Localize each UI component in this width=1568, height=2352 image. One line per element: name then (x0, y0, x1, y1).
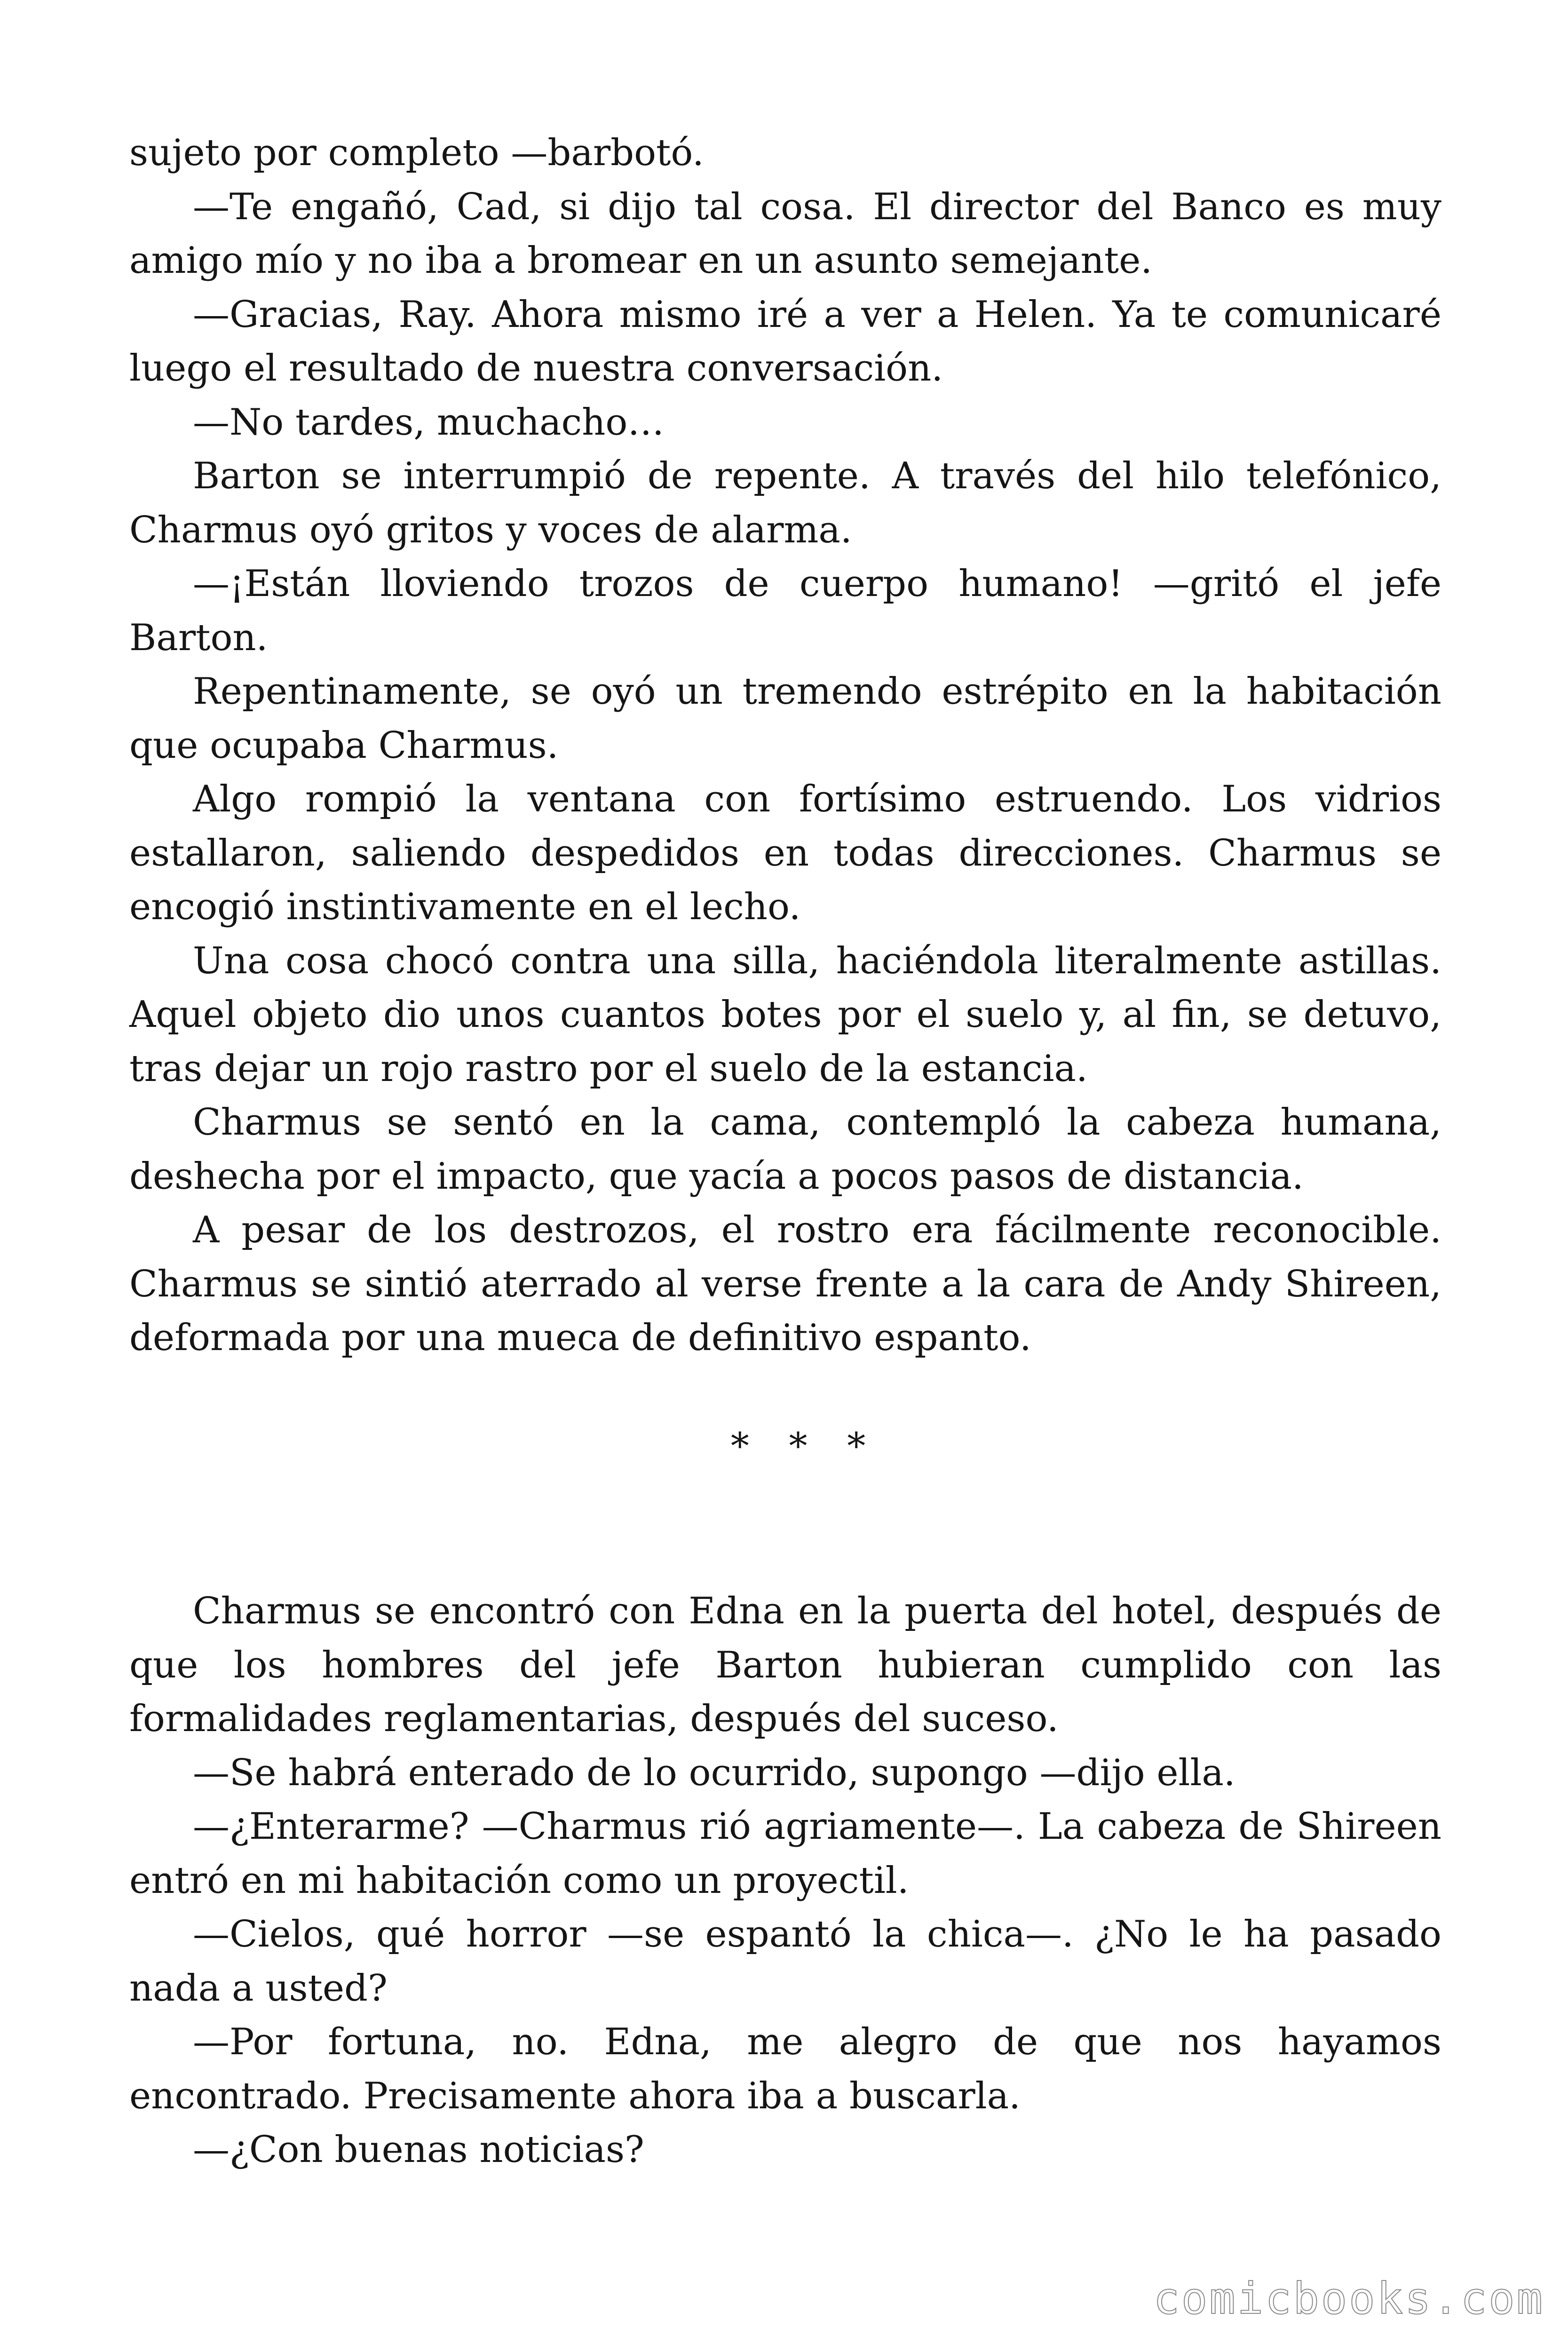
paragraph: Algo rompió la ventana con fortísimo estruendo. Los vidrios estallaron, saliendo despedidos en todas direcciones. Charmus se encogió instintivamente en el lecho. (129, 778, 1441, 928)
paragraph: —Por fortuna, no. Edna, me alegro de que nos hayamos encontrado. Precisamente ahora iba a buscarla. (129, 2021, 1441, 2117)
watermark: comicbooks.com (1153, 2273, 1544, 2324)
text-section-2 (129, 1584, 1441, 2177)
paragraph: —¿Con buenas noticias? (193, 2129, 644, 2171)
paragraph: Charmus se sentó en la cama, contempló la cabeza humana, deshecha por el impacto, que yacía a pocos pasos de distancia. (129, 1101, 1441, 1198)
paragraph: Charmus se encontró con Edna en la puerta del hotel, después de que los hombres del jefe Barton hubieran cumplido con las formalidades reglamentarias, después del suceso. (129, 1590, 1441, 1740)
paragraph: —¡Están lloviendo trozos de cuerpo humano! —gritó el jefe Barton. (129, 563, 1441, 659)
paragraph: Repentinamente, se oyó un tremendo estrépito en la habitación que ocupaba Charmus. (129, 670, 1441, 767)
paragraph: —Cielos, qué horror —se espantó la chica—. ¿No le ha pasado nada a usted? (129, 1913, 1441, 2010)
paragraph: —Te engañó, Cad, si dijo tal cosa. El director del Banco es muy amigo mío y no iba a bromear en un asunto semejante. (129, 185, 1441, 282)
text-section-1 (129, 126, 1441, 1365)
paragraph: Barton se interrumpió de repente. A través del hilo telefónico, Charmus oyó gritos y voces de alarma. (129, 455, 1441, 551)
paragraph: A pesar de los destrozos, el rostro era fácilmente reconocible. Charmus se sintió aterrado al verse frente a la cara de Andy Shireen, deformada por una mueca de definitivo espanto. (129, 1209, 1441, 1359)
paragraph: —¿Enterarme? —Charmus rió agriamente—. La cabeza de Shireen entró en mi habitación como un proyectil. (129, 1805, 1441, 1902)
paragraph: —No tardes, muchacho… (193, 401, 665, 444)
paragraph: —Gracias, Ray. Ahora mismo iré a ver a Helen. Ya te comunicaré luego el resultado de nuestra conversación. (129, 293, 1441, 389)
section-separator: * * * (730, 1425, 880, 1468)
paragraph: Una cosa chocó contra una silla, haciéndola literalmente astillas. Aquel objeto dio unos cuantos botes por el suelo y, al fin, se detuvo, tras dejar un rojo rastro por el suelo de la estancia. (129, 939, 1441, 1090)
paragraph-continuation: sujeto por completo —barbotó. (129, 132, 704, 174)
paragraph: —Se habrá enterado de lo ocurrido, supongo —dijo ella. (193, 1751, 1235, 1794)
